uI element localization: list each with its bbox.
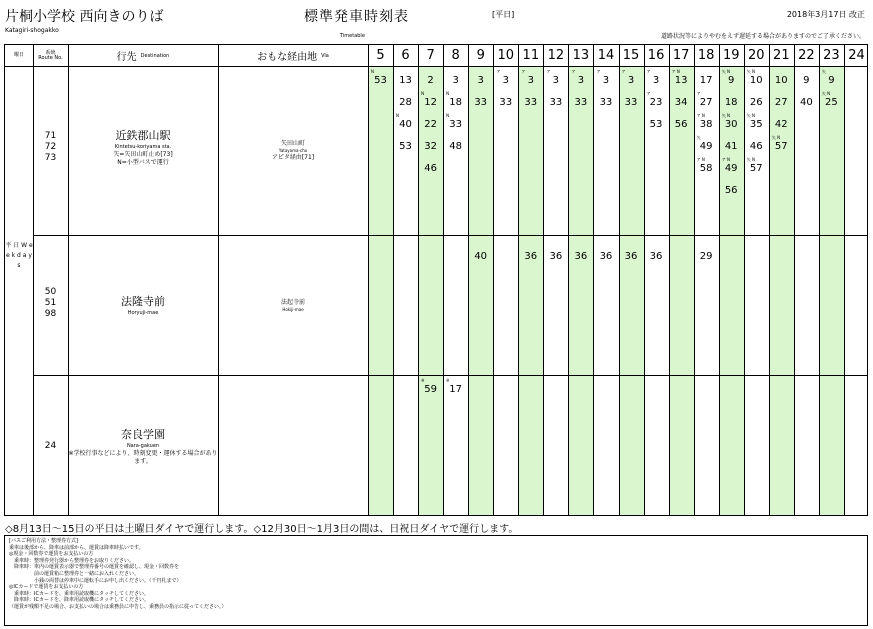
delay-notice: 道路状況等によりやむをえず遅延する場合がありますのでご了承ください。: [660, 33, 865, 40]
hour-header-6: 6: [401, 48, 410, 63]
hour-header-21: 21: [773, 48, 790, 63]
departure-marker: ア: [621, 69, 626, 74]
departure-minute: 40: [474, 251, 488, 262]
row-destination: [68, 129, 218, 167]
departure-minute: 3: [652, 75, 660, 86]
timetable-grid: [4, 44, 868, 516]
row-route-numbers: 71 72 73: [44, 131, 57, 163]
departure-minute: 36: [574, 251, 588, 262]
departure-minute: 12: [424, 97, 437, 108]
departure-minute: 36: [549, 251, 563, 262]
page-subtitle: Timetable: [340, 33, 365, 39]
hour-header-10: 10: [497, 48, 515, 63]
departure-minute: 10: [749, 75, 763, 86]
departure-minute: 53: [649, 119, 663, 130]
fare-instruction-line: 小銭の両替は停車中に運転手にお申し出ください。（千円札まで）: [9, 577, 182, 584]
fare-instruction-line: 降車時：ICカードを、降車用読取機にタッチしてください。: [9, 597, 149, 604]
departure-minute: 17: [699, 75, 713, 86]
departure-minute: 49: [699, 141, 713, 152]
fare-instruction-line: 乗車時：ICカードを、乗車用読取機にタッチしてください。: [9, 590, 149, 597]
fare-instruction-line: 乗車時：整理券発行器から整理券をお取りください。: [9, 557, 135, 564]
departure-minute: 28: [399, 97, 412, 108]
header-route-label: [33, 45, 68, 66]
departure-marker: N: [421, 91, 425, 96]
hour-column-shade: [619, 66, 644, 515]
row-via: [218, 140, 368, 162]
departure-minute: 3: [577, 75, 585, 86]
destination-roman: Nara-gakuen: [126, 443, 160, 449]
hour-divider: [794, 45, 795, 515]
departure-minute: 33: [549, 97, 563, 108]
departure-marker: ア: [696, 91, 701, 96]
hour-divider: [468, 45, 469, 515]
departure-minute: 18: [724, 97, 738, 108]
departure-minute: 53: [374, 75, 387, 86]
departure-minute: 46: [749, 141, 763, 152]
page-title: 標準発車時刻表: [304, 9, 409, 25]
departure-marker: ア: [596, 69, 601, 74]
via-roman: Hokiji-mae: [282, 307, 304, 312]
column-divider: [218, 45, 219, 515]
departure-marker: 矢: [696, 135, 701, 140]
departure-minute: 2: [427, 75, 434, 86]
departure-minute: 9: [728, 75, 735, 86]
destination-name: 法隆寺前: [121, 295, 165, 308]
row-destination: [68, 428, 218, 466]
hour-header-16: 16: [647, 48, 665, 63]
hour-divider: [568, 45, 569, 515]
departure-marker: 矢 N: [721, 69, 730, 74]
stop-name: 片桐小学校 西向きのりば: [5, 9, 164, 25]
hour-divider: [669, 45, 670, 515]
hour-header-20: 20: [748, 48, 765, 63]
departure-minute: 27: [774, 97, 788, 108]
departure-minute: 18: [449, 97, 462, 108]
stop-roman-name: Katagiri-shogakko: [5, 27, 59, 34]
departure-minute: 41: [724, 141, 738, 152]
row-divider: [33, 235, 867, 236]
departure-minute: 33: [624, 97, 638, 108]
departure-minute: 56: [674, 119, 688, 130]
departure-minute: 57: [749, 163, 763, 174]
departure-minute: 13: [399, 75, 412, 86]
hour-divider: [844, 45, 845, 515]
departure-minute: 40: [799, 97, 813, 108]
hour-header-22: 22: [798, 48, 815, 63]
via-note: アピタ経由[71]: [271, 154, 315, 161]
hour-header-24: 24: [848, 48, 865, 63]
departure-minute: 3: [477, 75, 484, 86]
hour-column-shade: [418, 66, 443, 515]
departure-minute: 26: [749, 97, 763, 108]
hour-header-18: 18: [697, 48, 715, 63]
departure-minute: 29: [699, 251, 713, 262]
via-roman: Yatayama-cho: [278, 148, 308, 153]
departure-marker: N: [446, 113, 450, 118]
header-route-label-en: Route No.: [38, 54, 63, 61]
row-destination: [68, 295, 218, 317]
revision-date: 2018年3月17日 改正: [786, 10, 865, 19]
departure-marker: 矢 N: [746, 69, 756, 74]
header-via-en: Via: [321, 52, 329, 59]
hour-column-shade: [819, 66, 844, 515]
hour-divider: [543, 45, 544, 515]
departure-minute: 3: [452, 75, 459, 86]
header-via: [218, 45, 368, 66]
hour-header-11: 11: [522, 48, 540, 63]
destination-name: 近鉄郡山駅: [115, 129, 171, 142]
row-divider: [33, 375, 867, 376]
row-divider: [5, 66, 867, 67]
hour-header-13: 13: [572, 48, 590, 63]
departure-marker: N: [396, 113, 400, 118]
departure-minute: 25: [825, 97, 838, 108]
fare-instruction-line: ◎ICカードで運賃をお支払いの方: [9, 584, 84, 591]
departure-minute: 49: [724, 163, 738, 174]
hour-divider: [493, 45, 494, 515]
departure-marker: ※: [421, 378, 425, 383]
departure-minute: 9: [828, 75, 835, 86]
departure-minute: 46: [424, 163, 437, 174]
departure-minute: 10: [774, 75, 788, 86]
departure-minute: 40: [399, 119, 412, 130]
fare-instruction-line: 降車時：車内の運賃表示器で整理券番号の運賃を確認し、現金・回数券を: [9, 564, 180, 571]
hour-column-shade: [769, 66, 794, 515]
hour-header-7: 7: [426, 48, 435, 63]
departure-minute: 38: [699, 119, 713, 130]
header-destination-en: Destination: [140, 52, 170, 59]
hour-header-23: 23: [823, 48, 840, 63]
fare-instruction-line: 前の運賃箱に整理券と一緒にお入れください。: [9, 570, 140, 577]
departure-marker: N: [446, 91, 450, 96]
departure-marker: 矢: [821, 69, 826, 74]
departure-minute: 48: [449, 141, 462, 152]
hour-header-19: 19: [722, 48, 740, 63]
departure-marker: ア: [546, 69, 551, 74]
departure-minute: 35: [749, 119, 763, 130]
departure-minute: 53: [399, 141, 412, 152]
departure-marker: 矢 N: [721, 113, 730, 118]
departure-marker: ※: [446, 378, 450, 383]
hour-header-9: 9: [476, 48, 485, 63]
departure-marker: ア: [646, 69, 651, 74]
row-route-numbers: 50 51 98: [44, 287, 57, 319]
departure-marker: 矢 N: [746, 113, 756, 118]
departure-minute: 33: [574, 97, 588, 108]
hour-column-shade: [719, 66, 744, 515]
departure-marker: ア: [496, 69, 501, 74]
destination-roman: Kintetsu-koriyama sta.: [114, 144, 172, 150]
header-via-jp: おもな経由地: [257, 52, 318, 63]
departure-minute: 3: [627, 75, 635, 86]
departure-minute: 3: [527, 75, 534, 86]
hour-divider: [368, 45, 369, 515]
fare-instruction-line: （運賃が残額不足の場合、お支払いの場合は乗務員に申告し、乗務員の指示に従ってください。）: [9, 603, 227, 610]
departure-minute: 33: [599, 97, 613, 108]
fare-instruction-line: [バスご利用方法・整理券方式]: [9, 538, 78, 544]
departure-minute: 57: [774, 141, 788, 152]
via-name: 矢田山町: [280, 140, 305, 147]
fare-instructions-box: [4, 535, 868, 626]
departure-minute: 33: [449, 119, 462, 130]
hour-column-shade: [518, 66, 543, 515]
departure-minute: 36: [599, 251, 613, 262]
departure-minute: 22: [424, 119, 437, 130]
hour-divider: [418, 45, 419, 515]
header-route-label-jp: 系統: [45, 49, 56, 56]
hour-divider: [769, 45, 770, 515]
schedule-exception-note: ◇8月13日～15日の平日は土曜日ダイヤで運行します。◇12月30日～1月3日の間は、日祝日ダイヤで運行します。: [5, 524, 519, 535]
departure-marker: N: [371, 69, 374, 74]
departure-minute: 56: [724, 185, 738, 196]
departure-marker: 矢 N: [821, 91, 831, 96]
hour-divider: [819, 45, 820, 515]
departure-minute: 13: [674, 75, 688, 86]
departure-minute: 3: [602, 75, 610, 86]
departure-marker: ア N: [696, 157, 705, 162]
departure-minute: 59: [424, 384, 437, 395]
destination-note: 矢=矢田山町止め[73] N=小型バスで運行: [113, 151, 173, 166]
header-day-label: 曜日: [13, 52, 24, 58]
departure-minute: 36: [649, 251, 663, 262]
departure-minute: 23: [649, 97, 663, 108]
departure-minute: 3: [552, 75, 560, 86]
departure-minute: 33: [474, 97, 488, 108]
fare-instruction-line: ◎現金・回数券で運賃をお支払いの方: [9, 551, 94, 558]
destination-name: 奈良学園: [121, 428, 165, 441]
departure-marker: 矢 N: [746, 157, 756, 162]
departure-marker: ア: [521, 69, 526, 74]
departure-marker: ア N: [721, 157, 730, 162]
departure-minute: 3: [502, 75, 509, 86]
departure-minute: 30: [724, 119, 738, 130]
departure-marker: ア N: [671, 69, 680, 74]
departure-minute: 36: [524, 251, 538, 262]
departure-minute: 33: [524, 97, 538, 108]
destination-note: ※学校行事などにより、時刻変更・運休する場合があります。: [68, 450, 218, 465]
hour-header-12: 12: [547, 48, 565, 63]
header-destination: [68, 45, 218, 66]
departure-marker: 矢 N: [771, 135, 781, 140]
row-route-numbers: 24: [44, 441, 57, 451]
hour-header-14: 14: [597, 48, 615, 63]
hour-column-shade: [368, 66, 393, 515]
column-divider: [33, 45, 34, 515]
row-via: [218, 299, 368, 313]
departure-minute: 42: [774, 119, 788, 130]
departure-marker: ア: [571, 69, 576, 74]
hour-divider: [593, 45, 594, 515]
hour-divider: [619, 45, 620, 515]
departure-marker: ア N: [696, 113, 705, 118]
hour-divider: [644, 45, 645, 515]
fare-instruction-line: 乗車は後部から、降車は前部から、運賃は降車時払いです。: [9, 544, 144, 551]
departure-minute: 9: [803, 75, 810, 86]
via-name: 法起寺前: [280, 299, 305, 306]
departure-minute: 32: [424, 141, 437, 152]
hour-column-shade: [669, 66, 694, 515]
departure-minute: 27: [699, 97, 713, 108]
hour-header-5: 5: [376, 48, 385, 63]
destination-roman: Horyuji-mae: [127, 310, 159, 316]
day-type-label: [平日]: [492, 10, 515, 19]
departure-minute: 33: [499, 97, 513, 108]
departure-marker: ア: [646, 91, 651, 96]
hour-column-shade: [468, 66, 493, 515]
hour-column-shade: [568, 66, 593, 515]
hour-header-8: 8: [451, 48, 460, 63]
hour-divider: [518, 45, 519, 515]
hour-header-17: 17: [672, 48, 690, 63]
departure-minute: 17: [449, 384, 462, 395]
departure-minute: 36: [624, 251, 638, 262]
departure-minute: 58: [699, 163, 713, 174]
header-destination-jp: 行先: [116, 52, 137, 63]
hour-header-15: 15: [622, 48, 640, 63]
departure-minute: 34: [674, 97, 688, 108]
weekday-side-label: 平 日 W e e k d a y s: [5, 242, 33, 269]
column-divider: [68, 45, 69, 515]
